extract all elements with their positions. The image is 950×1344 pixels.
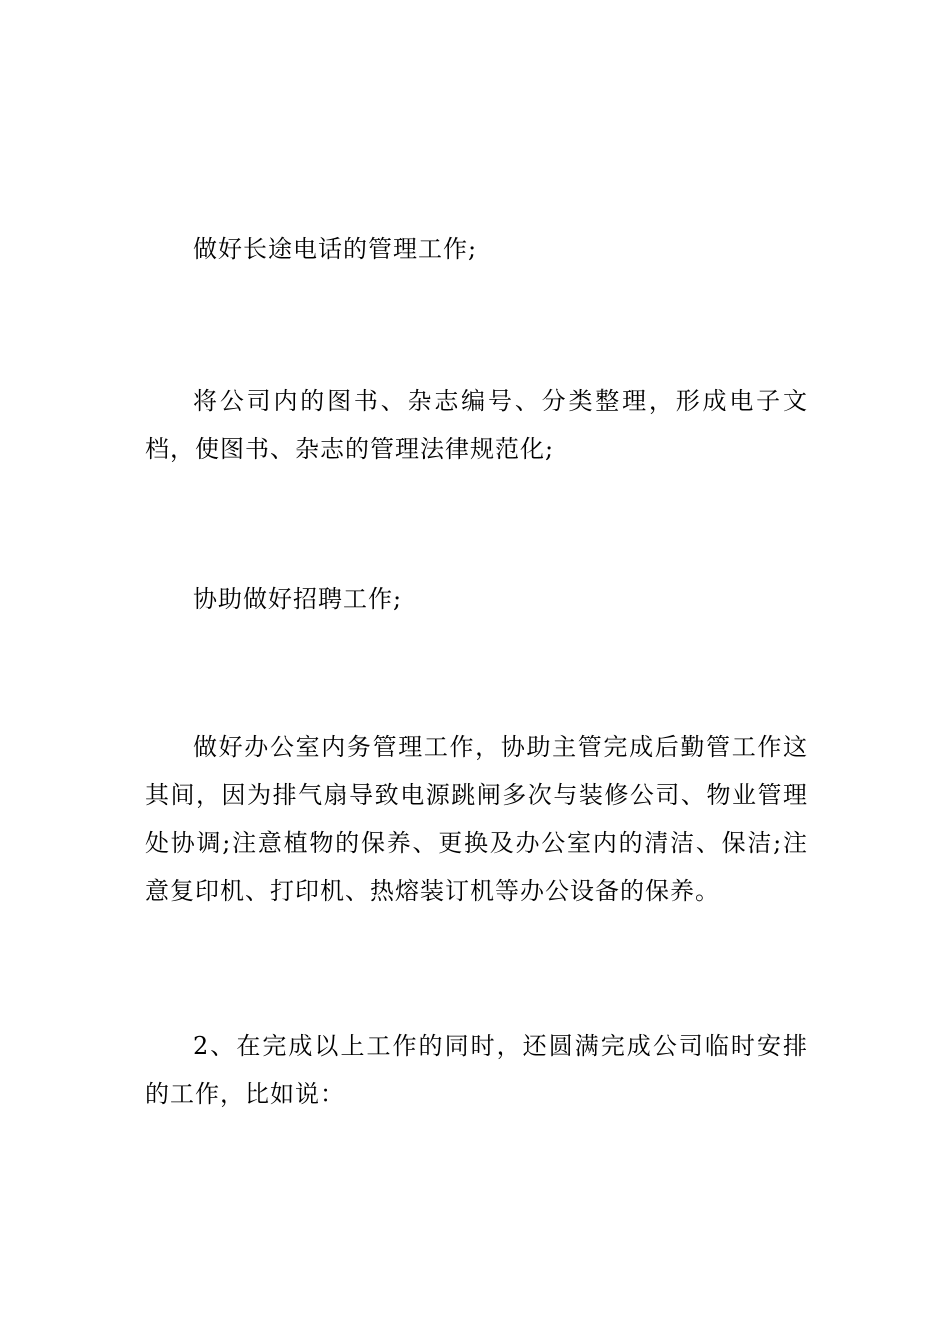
paragraph-temporary-tasks: 2、在完成以上工作的同时，还圆满完成公司临时安排的工作，比如说： <box>145 1032 808 1108</box>
paragraph-books-magazines: 将公司内的图书、杂志编号、分类整理，形成电子文档，使图书、杂志的管理法律规范化; <box>145 387 808 463</box>
paragraph-recruitment: 协助做好招聘工作; <box>193 585 403 613</box>
paragraph-phone-management: 做好长途电话的管理工作; <box>193 235 478 263</box>
paragraph-office-affairs: 做好办公室内务管理工作，协助主管完成后勤管工作这其间，因为排气扇导致电源跳闸多次与装修公司、物业管理处协调;注意植物的保养、更换及办公室内的清洁、保洁;注意复印机、打印机、热熔装订机等办公设备的保养。 <box>145 733 808 905</box>
